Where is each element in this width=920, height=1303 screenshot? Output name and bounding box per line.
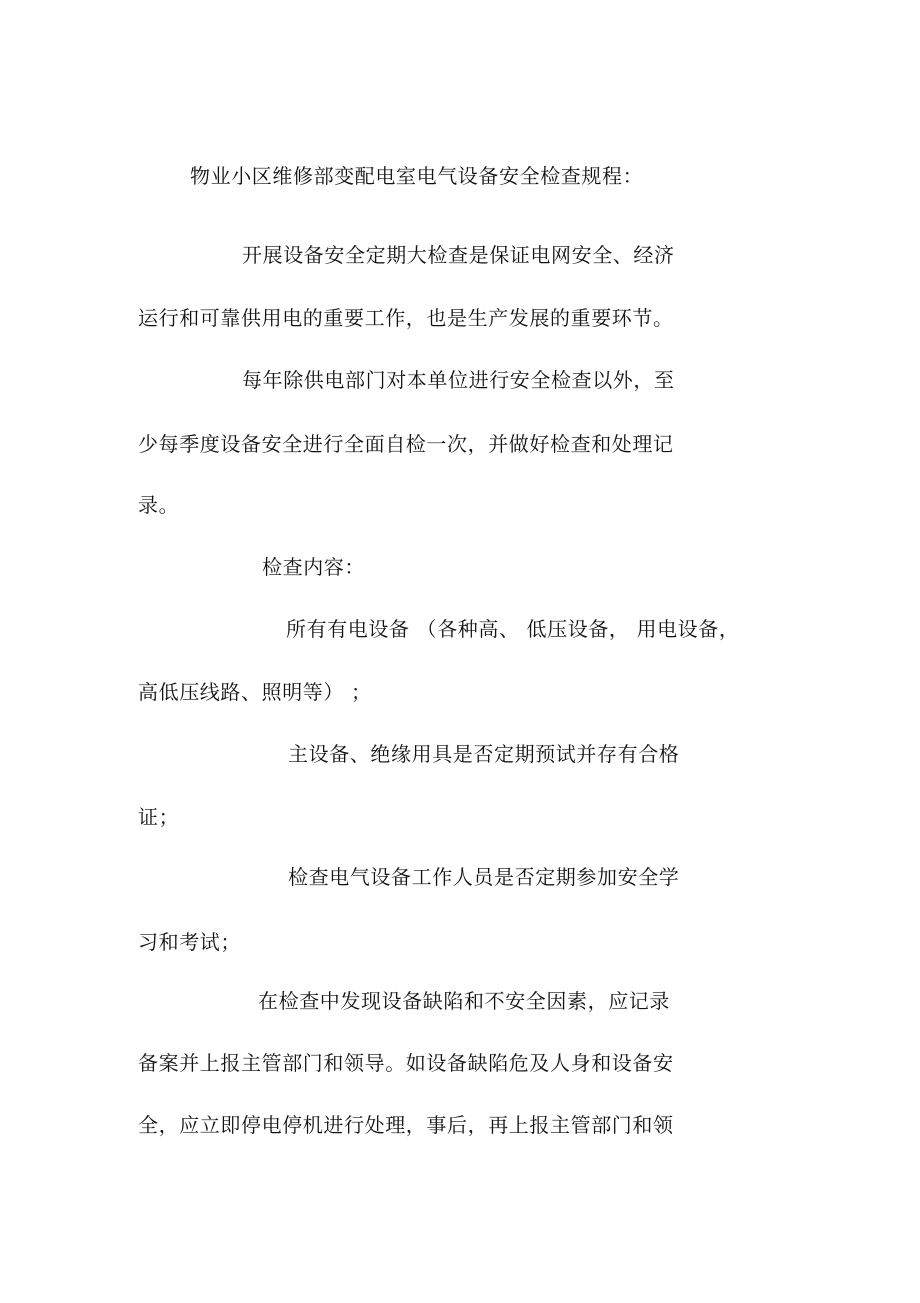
item-3-line-1: 检查电气设备工作人员是否定期参加安全学 (288, 865, 680, 889)
paragraph-3-line-3: 全，应立即停电停机进行处理，事后，再上报主管部门和领 (138, 1113, 674, 1137)
paragraph-1-line-1: 开展设备安全定期大检查是保证电网安全、经济 (242, 243, 675, 267)
paragraph-2-line-3: 录。 (138, 493, 180, 517)
paragraph-1-line-2: 运行和可靠供用电的重要工作，也是生产发展的重要环节。 (138, 306, 674, 330)
document-title: 物业小区维修部变配电室电气设备安全检查规程： (190, 164, 644, 188)
item-2-line-2: 证； (138, 805, 180, 829)
paragraph-3-line-1: 在检查中发现设备缺陷和不安全因素，应记录 (258, 989, 670, 1013)
item-1-line-1: 所有有电设备 （各种高、 低压设备， 用电设备， (286, 617, 740, 641)
section-heading: 检查内容： (262, 555, 365, 579)
paragraph-2-line-1: 每年除供电部门对本单位进行安全检查以外，至 (242, 368, 675, 392)
item-3-line-2: 习和考试； (138, 930, 241, 954)
item-2-line-1: 主设备、绝缘用具是否定期预试并存有合格 (288, 742, 680, 766)
item-1-line-2: 高低压线路、照明等） ； (138, 680, 372, 704)
paragraph-3-line-2: 备案并上报主管部门和领导。如设备缺陷危及人身和设备安 (138, 1051, 674, 1075)
paragraph-2-line-2: 少每季度设备安全进行全面自检一次，并做好检查和处理记 (138, 432, 674, 456)
